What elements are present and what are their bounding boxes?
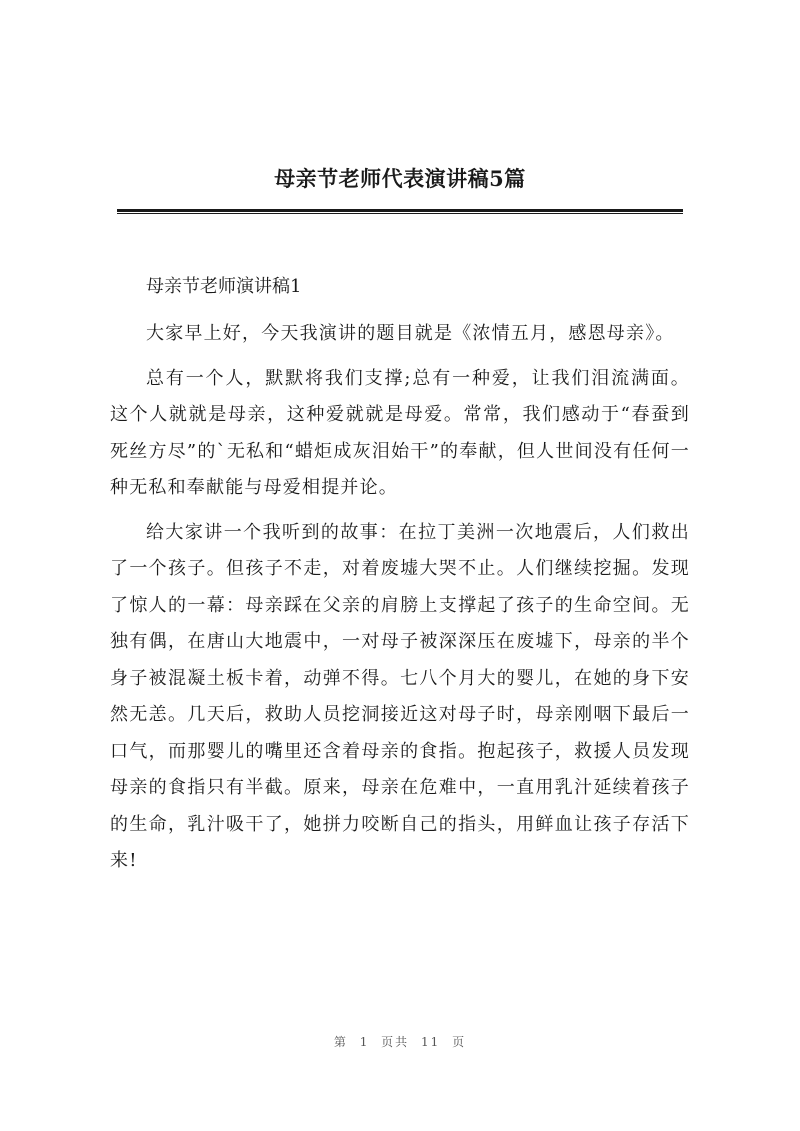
paragraph-3: 给大家讲一个我听到的故事：在拉丁美洲一次地震后，人们救出了一个孩子。但孩子不走，对着废墟大哭不止。人们继续挖掘。发现了惊人的一幕：母亲踩在父亲的肩膀上支撑起了孩子的生命空间。无独有偶，在唐山大地震中，一对母子被深深压在废墟下，母亲的半个身子被混凝土板卡着，动弹不得。七八个月大的婴儿，在她的身下安然无恙。几天后，救助人员挖洞接近这对母子时，母亲刚咽下最后一口气，而那婴儿的嘴里还含着母亲的食指。抱起孩子，救援人员发现母亲的食指只有半截。原来，母亲在危难中，一直用乳汁延续着孩子的生命，乳汁吸干了，她拼力咬断自己的指头，用鲜血让孩子存活下来! <box>110 521 690 871</box>
title-divider <box>117 209 683 214</box>
paragraph-2: 总有一个人，默默将我们支撑;总有一种爱，让我们泪流满面。这个人就就是母亲，这种爱就就是母爱。常常，我们感动于“春蚕到死丝方尽”的`无私和“蜡炬成灰泪始干”的奉献，但人世间没有任何一种无私和奉献能与母爱相提并论。 <box>110 367 690 498</box>
paragraph-1: 大家早上好，今天我演讲的题目就是《浓情五月，感恩母亲》。 <box>146 323 675 344</box>
page-number-footer: 第 1 页共 11 页 <box>333 1035 467 1049</box>
section-heading: 母亲节老师演讲稿1 <box>146 276 302 297</box>
document-title: 母亲节老师代表演讲稿5篇 <box>274 166 526 191</box>
document-body <box>110 270 690 888</box>
